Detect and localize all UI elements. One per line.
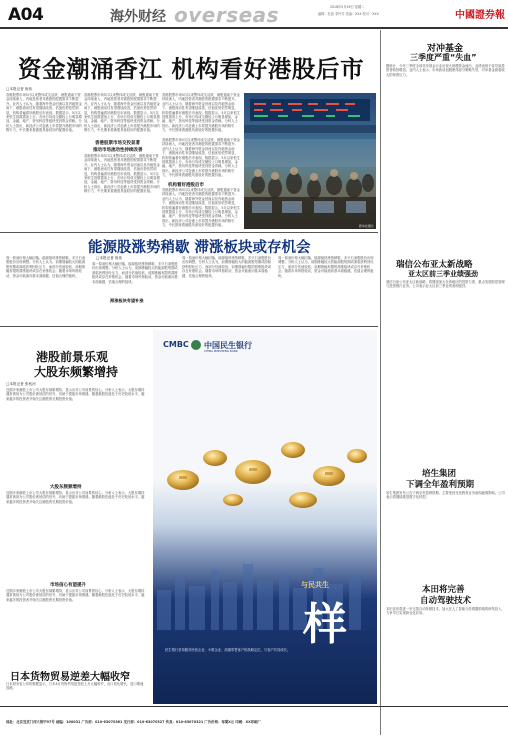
lead-body-col3: 香港股票市场5月以来整体成交活跃，港股通南下资金持续流入，内地投资者对港股的配置需求不断提升。业内人士认为，随着海外资金回流以及内地资金南下，港股流动性有望继续改善，估值优势依然明显，机构普遍看好港股后市表现。数据显示，5月以来恒生指数震荡上行，市场日均成交额较上月明显增加，金融、地产、资讯科技等板块受到资金青睐。分析人士指出，新经济公司赴港上市将提升港股市场的吸引力，中长期来看港股具备较好的配置价值。: [162, 93, 240, 133]
masthead: [0, 0, 508, 30]
masthead-rule: [0, 27, 508, 29]
mid-headline: 能源股涨势稍歇 滞涨板块或存机会: [88, 240, 311, 256]
paper-name: 中國證券報: [455, 10, 505, 21]
lower-body-a: 近期多家港股上市公司大股东频繁增持，显示出对公司前景的信心。分析人士表示，大股东增持通常被视为公司股价被低估的信号，有助于提振市场情绪。随着港股估值处于历史较低水平，越来越多的投资者开始关注港股的长期投资价值。: [6, 388, 145, 401]
lower-body-b: 近期多家港股上市公司大股东频繁增持，显示出对公司前景的信心。分析人士表示，大股东增持通常被视为公司股价被低估的信号，有助于提振市场情绪。随着港股估值处于历史较低水平，越来越多的投资者开始关注港股的长期投资价值。: [6, 491, 145, 504]
mid-subhead: 滞涨板块有望补涨: [110, 298, 144, 303]
right-h4b: 自动驾驶技术: [420, 596, 472, 606]
mid-top-rule: [0, 232, 378, 233]
section-title-en: overseas: [174, 3, 280, 27]
bank-emblem-icon: [191, 340, 201, 350]
lead-subhead-2: 推动市场流动性持续改善: [93, 148, 143, 153]
bank-brand: CMBC: [163, 340, 189, 349]
lead-subhead-3: 机构看好港股后市: [168, 183, 204, 188]
section-title: 海外财经: [110, 9, 166, 25]
trading-floor-image: [244, 93, 376, 229]
page-number: A04: [8, 5, 44, 25]
right-column: [380, 30, 508, 750]
ad-ornaments: [153, 360, 377, 530]
mid-body-col1: 周一原油价格大幅回落，能源板块涨势稍歇，多只石油股股价出现调整。分析人士认为，前期涨幅较大的能源股短期或面临获利回吐压力，而部分估值较低、前期涨幅有限的滞涨板块或存在补涨机会。随着市场风格轮动，资金可能流向基本面稳健、估值合理的板块。: [6, 256, 86, 278]
lower-sub2: 市场信心有望提升: [50, 583, 86, 588]
mid-story: [0, 232, 378, 324]
section-banner: [110, 3, 280, 27]
lower-h2: 日本货物贸易逆差大幅收窄: [10, 672, 130, 683]
footer-info: 地址：北京宣武门西大街甲97号 邮编：100031 广告部：010-63070361 发行部：010-63070327 传真：010-63070321 广告价格：每期X元 印刷：XX印刷厂: [6, 720, 261, 724]
right-h3b: 下调全年盈利预期: [406, 480, 475, 490]
lead-body-col2: 香港股票市场5月以来整体成交活跃，港股通南下资金持续流入，内地投资者对港股的配置需求不断提升。业内人士认为，随着海外资金回流以及内地资金南下，港股流动性有望继续改善，估值优势依然明显，机构普遍看好港股后市表现。数据显示，5月以来恒生指数震荡上行，市场日均成交额较上月明显增加，金融、地产、资讯科技等板块受到资金青睐。分析人士指出，新经济公司赴港上市将提升港股市场的吸引力，中长期来看港股具备较好的配置价值。: [84, 93, 160, 133]
masthead-editor: 编辑：杜凯 李玲芳 美编：XXX 校对：XXX: [318, 12, 379, 16]
lower-h1b: 大股东频繁增持: [34, 365, 119, 379]
mid-body-col2: 周一原油价格大幅回落，能源板块涨势稍歇，多只石油股股价出现调整。分析人士认为，前期涨幅较大的能源股短期或面临获利回吐压力，而部分估值较低、前期涨幅有限的滞涨板块或存在补涨机会。随着市场风格轮动，资金可能流向基本面稳健、估值合理的板块。: [92, 262, 178, 284]
lower-byline: □本报记者 张枕河: [6, 382, 36, 386]
lead-body-col3b: 香港股票市场5月以来整体成交活跃，港股通南下资金持续流入，内地投资者对港股的配置需求不断提升。业内人士认为，随着海外资金回流以及内地资金南下，港股流动性有望继续改善，估值优势依然明显，机构普遍看好港股后市表现。数据显示，5月以来恒生指数震荡上行，市场日均成交额较上月明显增加，金融、地产、资讯科技等板块受到资金青睐。分析人士指出，新经济公司赴港上市将提升港股市场的吸引力，中长期来看港股具备较好的配置价值。: [162, 138, 240, 178]
right-h3: 培生集团: [422, 469, 457, 479]
lead-story: [0, 30, 378, 230]
photo-caption: 新华社图片: [358, 223, 374, 228]
masthead-date: 2018年5月29日 星期二: [330, 5, 365, 9]
right-b1: 据统计，今年三季度全球对冲基金行业出现大规模资金流出，业绩表现不佳导致投资者赎回增加。业内人士表示，市场波动加剧使得部分策略失效，对冲基金面临较大的募资压力。: [386, 64, 505, 77]
lower-left: [0, 326, 150, 706]
right-h2b: 亚太区前三季业绩强劲: [408, 270, 478, 278]
lead-byline: □本报记者 倪伟: [6, 87, 33, 91]
right-b3: 培生集团发布公告下调全年盈利预期，主要受到北美教育业务表现疲弱影响。公司表示将继续推进数字化转型。: [386, 491, 505, 500]
right-h1b: 三季度严重“失血”: [410, 53, 477, 62]
lead-subhead-1: 香港股票市场交投显著: [95, 141, 140, 146]
mid-body-col3: 周一原油价格大幅回落，能源板块涨势稍歇，多只石油股股价出现调整。分析人士认为，前期涨幅较大的能源股短期或面临获利回吐压力，而部分估值较低、前期涨幅有限的滞涨板块或存在补涨机会。随着市场风格轮动，资金可能流向基本面稳健、估值合理的板块。: [182, 256, 272, 278]
right-h1: 对冲基金: [427, 44, 464, 54]
lead-body-col3c: 香港股票市场5月以来整体成交活跃，港股通南下资金持续流入，内地投资者对港股的配置需求不断提升。业内人士认为，随着海外资金回流以及内地资金南下，港股流动性有望继续改善，估值优势依然明显，机构普遍看好港股后市表现。数据显示，5月以来恒生指数震荡上行，市场日均成交额较上月明显增加，金融、地产、资讯科技等板块受到资金青睐。分析人士指出，新经济公司赴港上市将提升港股市场的吸引力，中长期来看港股具备较好的配置价值。: [162, 188, 240, 228]
lower-b2: 日本财务省公布的数据显示，日本4月货物贸易逆差较上月大幅收窄，出口同比增长，进口增速放缓。: [6, 682, 144, 691]
footer-rule: [0, 706, 508, 707]
bank-name: 中国民生银行: [204, 341, 252, 350]
lower-h1: 港股前景乐观: [36, 350, 109, 364]
ad-footer-text: 民生银行坚持服务民营企业、小微企业、高端零售客户的战略定位，与客户共同成长。: [165, 648, 291, 652]
bank-ad: [153, 330, 377, 704]
lead-photo: [244, 93, 376, 229]
ad-slogan: 与民共生: [301, 581, 329, 589]
right-h4: 本田将完善: [422, 585, 465, 595]
mid-byline: □本报记者 倪伟: [96, 256, 123, 260]
lead-headline: 资金潮涌香江 机构看好港股后市: [18, 55, 365, 83]
bank-name-en: CHINA MINSHENG BANK: [204, 349, 238, 353]
lead-body-col2b: 香港股票市场5月以来整体成交活跃，港股通南下资金持续流入，内地投资者对港股的配置需求不断提升。业内人士认为，随着海外资金回流以及内地资金南下，港股流动性有望继续改善，估值优势依然明显，机构普遍看好港股后市表现。数据显示，5月以来恒生指数震荡上行，市场日均成交额较上月明显增加，金融、地产、资讯科技等板块受到资金青睐。分析人士指出，新经济公司赴港上市将提升港股市场的吸引力，中长期来看港股具备较好的配置价值。: [84, 154, 160, 194]
lower-body-c: 近期多家港股上市公司大股东频繁增持，显示出对公司前景的信心。分析人士表示，大股东增持通常被视为公司股价被低估的信号，有助于提振市场情绪。随着港股估值处于历史较低水平，越来越多的投资者开始关注港股的长期投资价值。: [6, 589, 145, 602]
mid-body-col4: 周一原油价格大幅回落，能源板块涨势稍歇，多只石油股股价出现调整。分析人士认为，前期涨幅较大的能源股短期或面临获利回吐压力，而部分估值较低、前期涨幅有限的滞涨板块或存在补涨机会。随着市场风格轮动，资金可能流向基本面稳健、估值合理的板块。: [278, 256, 374, 278]
column-divider: [380, 30, 381, 735]
ad-big-char: 样: [303, 599, 347, 650]
right-b4: 本田宣布将进一步完善自动驾驶技术，加大在人工智能与传感器领域的研发投入，力争早日实现商业化应用。: [386, 607, 505, 616]
lead-body-col1: 香港股票市场5月以来整体成交活跃，港股通南下资金持续流入，内地投资者对港股的配置需求不断提升。业内人士认为，随着海外资金回流以及内地资金南下，港股流动性有望继续改善，估值优势依然明显，机构普遍看好港股后市表现。数据显示，5月以来恒生指数震荡上行，市场日均成交额较上月明显增加，金融、地产、资讯科技等板块受到资金青睐。分析人士指出，新经济公司赴港上市将提升港股市场的吸引力，中长期来看港股具备较好的配置价值。: [6, 93, 82, 133]
lower-top-rule: [0, 326, 378, 327]
right-b2: 瑞信日前公布亚太区新战略，将继续加大在该地区的投资力度，重点发展财富管理与投资银行业务。公司表示亚太区前三季业绩表现强劲。: [386, 280, 505, 289]
right-h2: 瑞信公布亚太新战略: [396, 260, 473, 270]
lower-sub1: 大股东频频增持: [50, 485, 82, 490]
